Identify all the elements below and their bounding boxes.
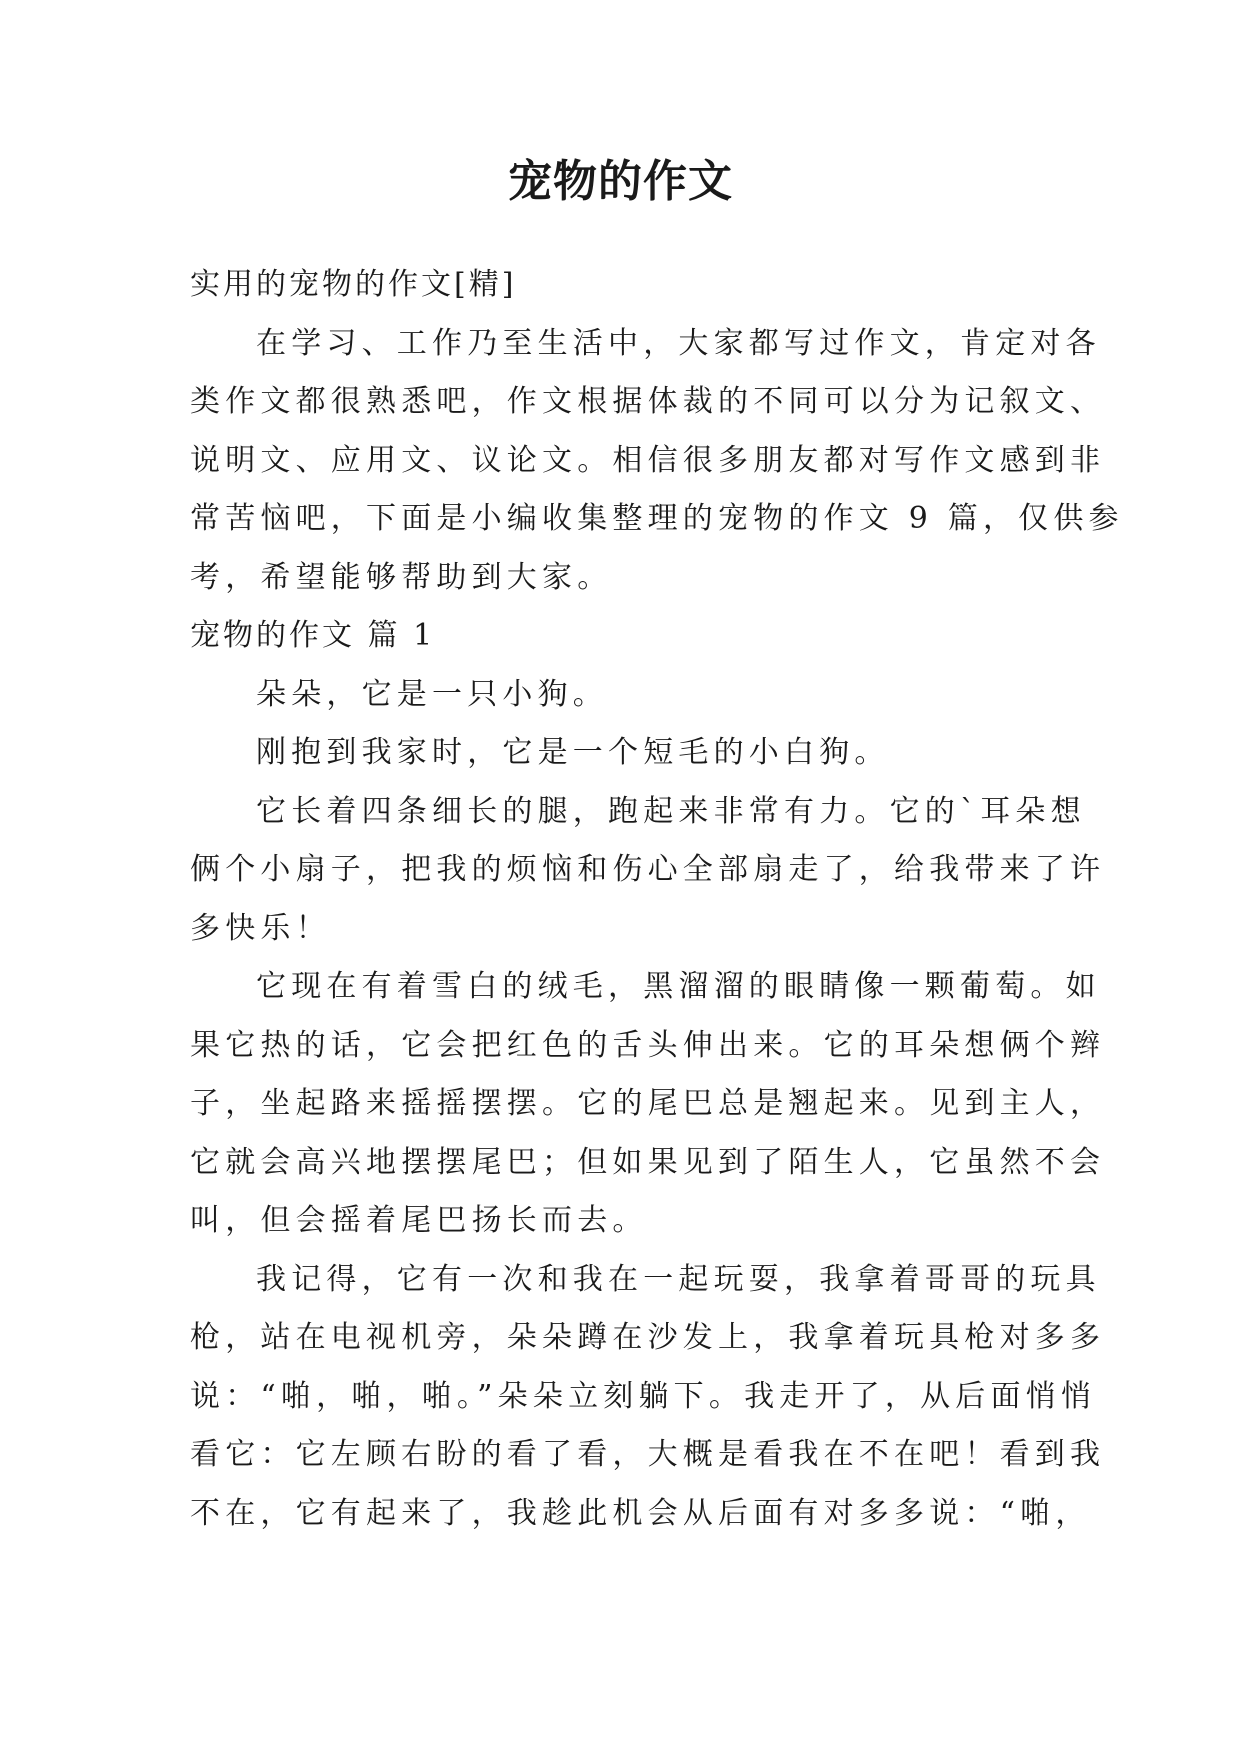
text-line: 叫，但会摇着尾巴扬长而去。 <box>190 1203 648 1238</box>
text-line: 看它：它左顾右盼的看了看，大概是看我在不在吧！看到我 <box>190 1437 1106 1472</box>
text-line: 常苦恼吧，下面是小编收集整理的宠物的作文 9 篇，仅供参 <box>190 501 1124 536</box>
text-line: 刚抱到我家时，它是一个短毛的小白狗。 <box>256 735 890 770</box>
section-heading: 宠物的作文 篇 1 <box>190 618 436 653</box>
text-line: 子，坐起路来摇摇摆摆。它的尾巴总是翘起来。见到主人， <box>190 1086 1106 1121</box>
text-line: 它长着四条细长的腿，跑起来非常有力。它的`耳朵想 <box>256 793 1086 829</box>
text-line: 多快乐！ <box>190 910 331 946</box>
text-line: 不在，它有起来了，我趁此机会从后面有对多多说：“啪， <box>190 1495 1091 1531</box>
text-line: 考，希望能够帮助到大家。 <box>190 559 613 595</box>
text-line: 说明文、应用文、议论文。相信很多朋友都对写作文感到非 <box>190 442 1106 478</box>
text-line: 朵朵，它是一只小狗。 <box>256 676 608 712</box>
document-title: 宠物的作文 <box>508 156 733 207</box>
text-line: 俩个小扇子，把我的烦恼和伤心全部扇走了，给我带来了许 <box>190 852 1106 887</box>
text-line: 它就会高兴地摆摆尾巴；但如果见到了陌生人，它虽然不会 <box>190 1144 1106 1180</box>
text-line: 实用的宠物的作文[精] <box>190 267 517 302</box>
text-line: 在学习、工作乃至生活中，大家都写过作文，肯定对各 <box>256 325 1101 361</box>
text-line: 果它热的话，它会把红色的舌头伸出来。它的耳朵想俩个辫 <box>190 1027 1106 1063</box>
document-body <box>190 256 1124 1543</box>
text-line: 说：“啪，啪，啪。”朵朵立刻躺下。我走开了，从后面悄悄 <box>190 1378 1097 1414</box>
text-line: 枪，站在电视机旁，朵朵蹲在沙发上，我拿着玩具枪对多多 <box>190 1320 1106 1355</box>
text-line: 它现在有着雪白的绒毛，黑溜溜的眼睛像一颗葡萄。如 <box>256 969 1101 1004</box>
text-line: 我记得，它有一次和我在一起玩耍，我拿着哥哥的玩具 <box>256 1261 1101 1297</box>
text-line: 类作文都很熟悉吧，作文根据体裁的不同可以分为记叙文、 <box>190 384 1106 419</box>
